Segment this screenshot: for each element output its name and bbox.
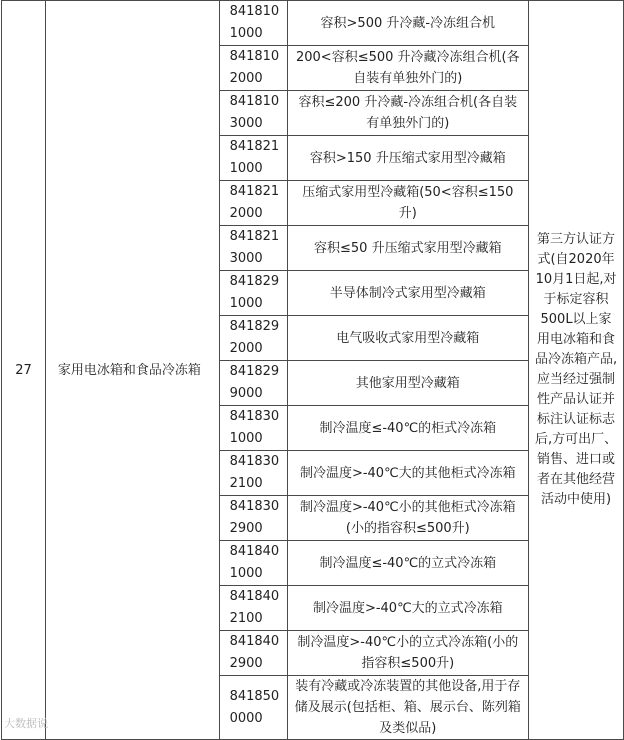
product-description: 容积>150 升压缩式家用型冷藏箱 <box>287 136 529 181</box>
product-description: 装有冷藏或冷冻装置的其他设备,用于存储及展示(包括柜、箱、展示台、陈列箱及类似品) <box>287 676 529 740</box>
hs-code-part: 1000 <box>229 26 263 41</box>
product-description: 压缩式家用型冷藏箱(50<容积≤150升) <box>287 181 529 226</box>
hs-code-part: 841821 <box>229 184 280 199</box>
table-row <box>2 1 624 46</box>
hs-code-part: 0000 <box>229 710 263 726</box>
hs-code <box>219 46 287 91</box>
watermark: 大数据说 <box>4 717 48 730</box>
hs-code-part: 841821 <box>229 229 280 244</box>
hs-code-part: 841829 <box>229 319 280 334</box>
hs-code-part: 841810 <box>229 49 280 64</box>
hs-code-part: 1000 <box>229 566 263 581</box>
hs-code <box>219 181 287 226</box>
hs-code <box>219 1 287 46</box>
hs-code-part: 841850 <box>229 688 280 704</box>
hs-code <box>219 676 287 740</box>
hs-code-part: 841830 <box>229 409 280 424</box>
hs-code-part: 9000 <box>229 386 263 401</box>
hs-code <box>219 316 287 361</box>
hs-code <box>219 586 287 631</box>
hs-code-part: 1000 <box>229 296 263 311</box>
hs-code-part: 841840 <box>229 634 280 649</box>
product-description: 制冷温度>-40℃大的其他柜式冷冻箱 <box>287 451 529 496</box>
hs-code-part: 841830 <box>229 454 280 469</box>
hs-code-part: 2000 <box>229 206 263 221</box>
hs-code <box>219 451 287 496</box>
hs-code <box>219 406 287 451</box>
hs-code <box>219 91 287 136</box>
product-description: 容积≤50 升压缩式家用型冷藏箱 <box>287 226 529 271</box>
hs-code-part: 841829 <box>229 364 280 379</box>
product-description: 200<容积≤500 升冷藏冷冻组合机(各自装有单独外门的) <box>287 46 529 91</box>
product-description: 容积≤200 升冷藏-冷冻组合机(各自装有单独外门的) <box>287 91 529 136</box>
hs-code-part: 841821 <box>229 139 280 154</box>
row-number: 27 <box>2 1 46 740</box>
hs-code-part: 841810 <box>229 94 280 109</box>
hs-code-part: 3000 <box>229 116 263 131</box>
hs-code-part: 1000 <box>229 161 263 176</box>
product-description: 制冷温度>-40℃小的其他柜式冷冻箱(小的指容积≤500升) <box>287 496 529 541</box>
certification-note: 第三方认证方式(自2020年10月1日起,对于标定容积500L以上家用电冰箱和食品冷冻箱产品,应当经过强制性产品认证并标注认证标志后,方可出厂、销售、进口或者在其他经营活动中使用) <box>529 1 624 740</box>
hs-code-part: 2900 <box>229 656 263 671</box>
hs-code-part: 2100 <box>229 611 263 626</box>
hs-code <box>219 226 287 271</box>
product-description: 电气吸收式家用型冷藏箱 <box>287 316 529 361</box>
hs-code-part: 841829 <box>229 274 280 289</box>
hs-code-part: 841810 <box>229 4 280 19</box>
hs-code-part: 841840 <box>229 544 280 559</box>
product-description: 半导体制冷式家用型冷藏箱 <box>287 271 529 316</box>
product-description: 容积>500 升冷藏-冷冻组合机 <box>287 1 529 46</box>
hs-code <box>219 541 287 586</box>
hs-code-part: 1000 <box>229 431 263 446</box>
product-description: 其他家用型冷藏箱 <box>287 361 529 406</box>
product-table <box>1 0 624 740</box>
hs-code <box>219 496 287 541</box>
hs-code-part: 3000 <box>229 251 263 266</box>
hs-code <box>219 271 287 316</box>
product-description: 制冷温度≤-40℃的柜式冷冻箱 <box>287 406 529 451</box>
hs-code <box>219 631 287 676</box>
hs-code-part: 2100 <box>229 476 263 491</box>
hs-code-part: 2000 <box>229 71 263 86</box>
hs-code-part: 2000 <box>229 341 263 356</box>
product-description: 制冷温度≤-40℃的立式冷冻箱 <box>287 541 529 586</box>
hs-code-part: 2900 <box>229 521 263 536</box>
hs-code <box>219 361 287 406</box>
table-body <box>2 1 624 740</box>
hs-code-part: 841840 <box>229 589 280 604</box>
product-description: 制冷温度>-40℃大的立式冷冻箱 <box>287 586 529 631</box>
hs-code-part: 841830 <box>229 499 280 514</box>
product-description: 制冷温度>-40℃小的立式冷冻箱(小的指容积≤500升) <box>287 631 529 676</box>
category-name: 家用电冰箱和食品冷冻箱 <box>45 1 219 740</box>
hs-code <box>219 136 287 181</box>
